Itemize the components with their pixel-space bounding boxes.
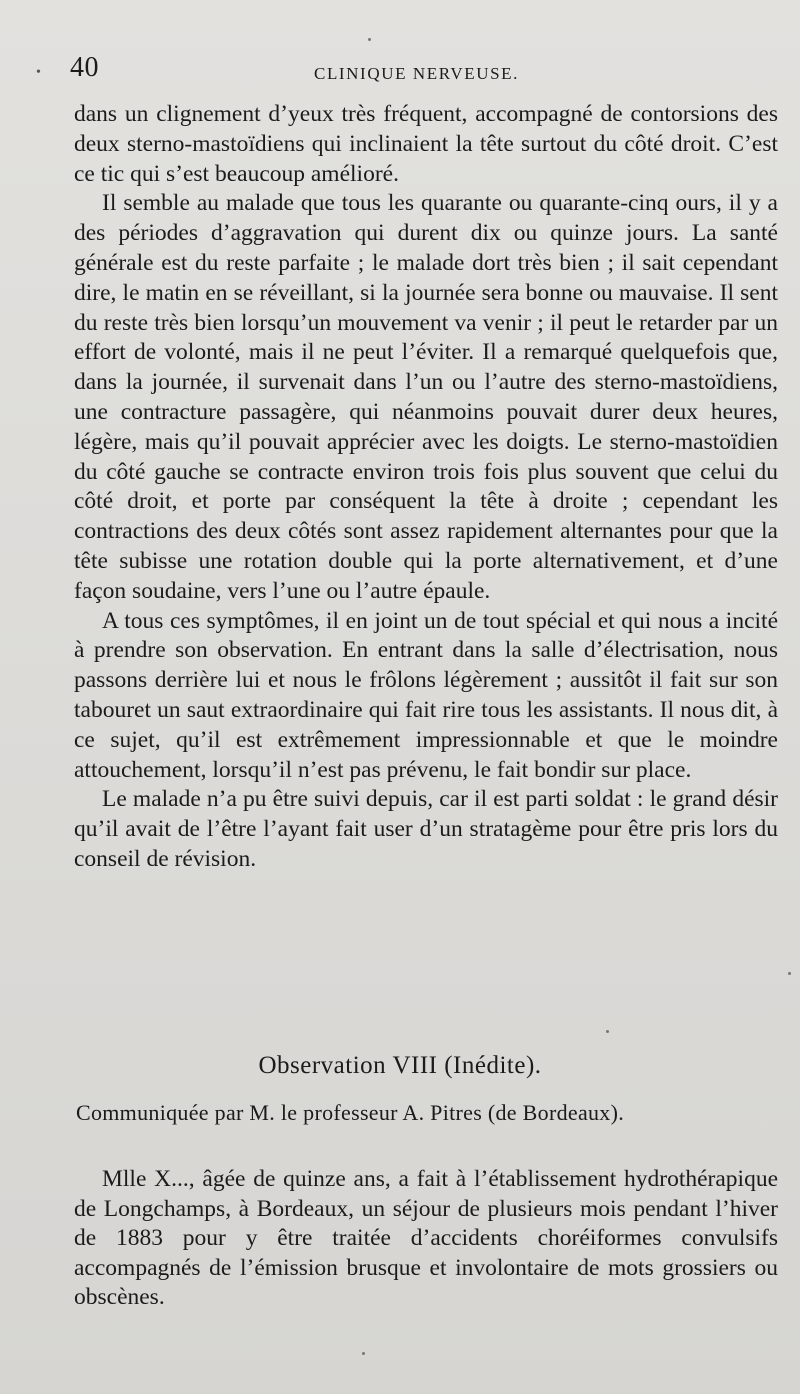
observation-attribution: Communiquée par M. le professeur A. Pitres (de Bordeaux).	[76, 1100, 625, 1125]
page-header	[36, 52, 756, 92]
observation-title: Observation VIII (Inédite).	[258, 1052, 542, 1079]
ink-speck	[606, 1030, 609, 1033]
margin-bullet: •	[36, 65, 41, 80]
page-number: 40	[70, 52, 99, 83]
main-text	[74, 100, 778, 875]
ink-speck	[362, 1352, 365, 1355]
ink-speck	[788, 972, 791, 975]
paragraph-4: Le malade n’a pu être suivi depuis, car il est parti soldat : le grand désir qu’il avait de l’être l’ayant fait user d’un stratagème pour être pris lors du conseil de révision.	[74, 786, 778, 872]
ink-speck	[368, 38, 371, 41]
paragraph-1: dans un clignement d’yeux très fréquent, accompagné de contorsions des deux sterno-mastoïdiens qui inclinaient la tête surtout du côté droit. C’est ce tic qui s’est beaucoup amélioré.	[74, 101, 778, 187]
running-head: CLINIQUE NERVEUSE.	[314, 64, 519, 83]
observation-text	[74, 1165, 778, 1313]
observation-paragraph: Mlle X..., âgée de quinze ans, a fait à l’établissement hydrothérapique de Longchamps, à Bordeaux, un séjour de plusieurs mois pendant l’hiver de 1883 pour y être traitée d’accidents choréiformes convulsifs accompagnés de l’émission brusque et involontaire de mots grossiers ou obscènes.	[74, 1166, 778, 1310]
paragraph-2: Il semble au malade que tous les quarante ou quarante-cinq ours, il y a des périodes d’aggravation qui durent dix ou quinze jours. La santé générale est du reste parfaite ; le malade dort très bien ; il sait cependant dire, le matin en se réveillant, si la journée sera bonne ou mauvaise. Il sent du reste très bien lorsqu’un mouvement va venir ; il peut le retarder par un effort de volonté, mais il ne peut l’éviter. Il a remarqué quelquefois que, dans la journée, il survenait dans l’un ou l’autre des sterno-mastoïdiens, une contracture passagère, qui néanmoins pouvait durer deux heures, légère, mais qu’il pouvait apprécier avec les doigts. Le sterno-mastoïdien du côté gauche se contracte environ trois fois plus souvent que celui du côté droit, et porte par conséquent la tête à droite ; cependant les contractions des deux côtés sont assez rapidement alternantes pour que la tête subisse une rotation double qui la porte alternativement, et d’une façon soudaine, vers l’une ou l’autre épaule.	[74, 190, 778, 604]
paragraph-3: A tous ces symptômes, il en joint un de tout spécial et qui nous a incité à prendre son observation. En entrant dans la salle d’électrisation, nous passons derrière lui et nous le frôlons légèrement ; aussitôt il fait sur son tabouret un saut extraordinaire qui fait rire tous les assistants. Il nous dit, à ce sujet, qu’il est extrêmement impressionnable et que le moindre attouchement, lorsqu’il n’est pas prévenu, le fait bondir sur place.	[74, 607, 778, 783]
